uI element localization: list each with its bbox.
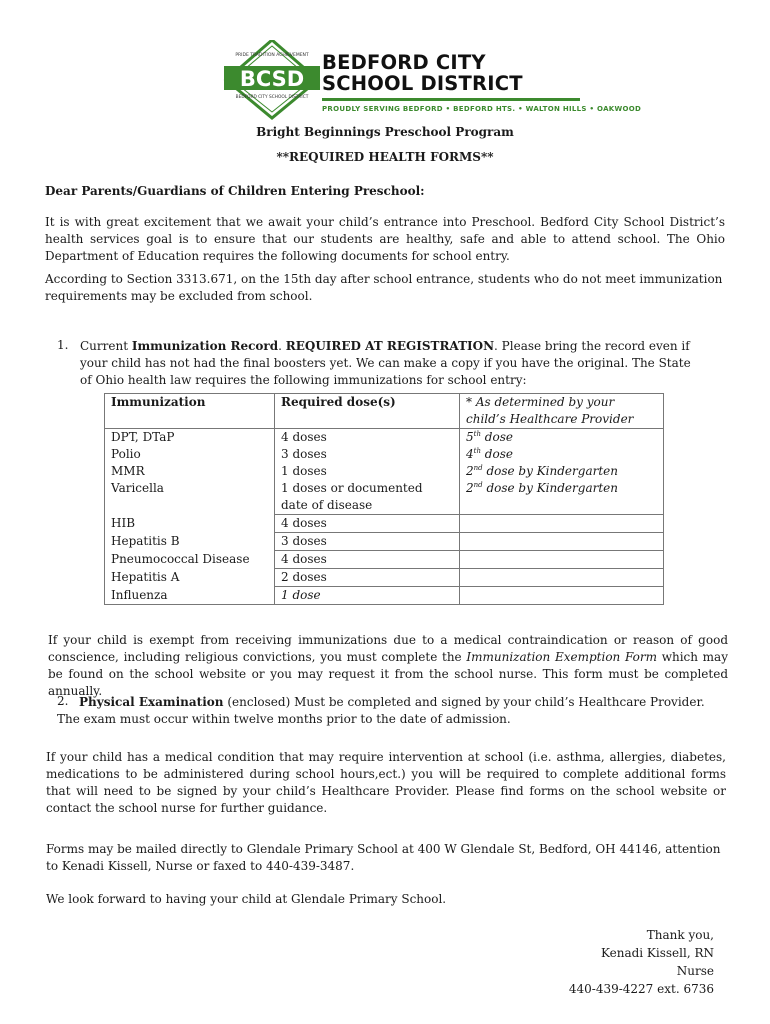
imm-dose: 1 doses or documented date of disease bbox=[281, 481, 423, 512]
imm-dose: 3 doses bbox=[281, 447, 327, 461]
exemption-form-name: Immunization Exemption Form bbox=[466, 650, 657, 664]
imm-name: Influenza bbox=[105, 587, 275, 605]
header-required-doses: Required dose(s) bbox=[275, 394, 460, 429]
signature-thanks: Thank you, bbox=[646, 928, 714, 942]
badge-top-text: PRIDE TRADITION ACHIEVEMENT bbox=[235, 53, 309, 58]
badge-bottom-text: BEDFORD CITY SCHOOL DISTRICT bbox=[235, 95, 309, 100]
imm-dose: 1 doses bbox=[281, 464, 327, 478]
table-row bbox=[105, 587, 664, 605]
mailing-paragraph: Forms may be mailed directly to Glendale Primary School at 400 W Glendale St, Bedford, OH 44146, attention to Kenadi Kissell, Nurse or faxed to 440-439-3487. bbox=[46, 842, 721, 873]
item2-number: 2. bbox=[57, 694, 69, 708]
header-immunization: Immunization bbox=[105, 394, 275, 429]
section-paragraph: According to Section 3313.671, on the 15th day after school entrance, students who do not meet immunization requirements may be excluded from school. bbox=[45, 272, 723, 303]
table-header-row bbox=[105, 394, 664, 429]
signature-block bbox=[569, 926, 714, 998]
intro-paragraph: It is with great excitement that we await your child’s entrance into Preschool. Bedford City School District’s health services goal is to ensure that our students are healthy, safe and able to attend school. The Ohio Department of Education requires the following documents for school entry. bbox=[45, 215, 725, 263]
table-row bbox=[105, 515, 664, 533]
table-row bbox=[105, 569, 664, 587]
required-label: REQUIRED AT REGISTRATION bbox=[285, 339, 495, 353]
signature-name: Kenadi Kissell, RN bbox=[600, 946, 714, 960]
district-name-line2: SCHOOL DISTRICT bbox=[322, 72, 523, 95]
badge-abbr: BCSD bbox=[239, 67, 305, 91]
exemption-paragraph: If your child is exempt from receiving immunizations due to a medical contraindication or reason of good conscience, including religious convictions, you must complete the Immunization Exemption Form which may be found on the school website or you may request it from the school nurse. This form must be completed annually. bbox=[48, 633, 728, 698]
imm-name: Polio bbox=[111, 447, 141, 461]
page-subtitle: **REQUIRED HEALTH FORMS** bbox=[276, 150, 494, 164]
page-title: Bright Beginnings Preschool Program bbox=[256, 125, 514, 139]
imm-note: 2nd dose by Kindergarten bbox=[466, 464, 618, 478]
imm-name: DPT, DTaP bbox=[111, 430, 175, 444]
greeting: Dear Parents/Guardians of Children Entering Preschool: bbox=[45, 184, 425, 198]
closing-paragraph: We look forward to having your child at Glendale Primary School. bbox=[46, 892, 447, 906]
district-tagline: PROUDLY SERVING BEDFORD • BEDFORD HTS. • WALTON HILLS • OAKWOOD bbox=[322, 105, 642, 113]
district-name bbox=[322, 52, 523, 94]
table-row bbox=[105, 551, 664, 569]
physical-exam-label: Physical Examination bbox=[79, 695, 224, 709]
imm-name: MMR bbox=[111, 464, 145, 478]
imm-note: 2nd dose by Kindergarten bbox=[466, 481, 618, 495]
imm-name: Hepatitis B bbox=[105, 533, 275, 551]
imm-dose: 1 dose bbox=[275, 587, 460, 605]
signature-phone: 440-439-4227 ext. 6736 bbox=[568, 982, 714, 996]
imm-dose: 4 doses bbox=[275, 551, 460, 569]
immunization-table bbox=[104, 393, 664, 605]
logo-divider bbox=[322, 98, 580, 101]
bcsd-badge-icon bbox=[222, 40, 322, 120]
imm-name: Pneumococcal Disease bbox=[105, 551, 275, 569]
imm-dose: 4 doses bbox=[281, 430, 327, 444]
header-healthcare-note: * As determined by your child’s Healthcare Provider bbox=[460, 394, 664, 429]
imm-name: HIB bbox=[105, 515, 275, 533]
item1-text: Current Immunization Record. REQUIRED AT REGISTRATION. Please bring the record even if your child has not had the final boosters yet. We can make a copy if you have the original. The State of Ohio health law requires the following immunizations for school entry: bbox=[80, 339, 691, 387]
immunization-record-label: Immunization Record bbox=[131, 339, 279, 353]
district-name-line1: BEDFORD CITY bbox=[322, 51, 486, 74]
imm-dose: 3 doses bbox=[275, 533, 460, 551]
imm-name: Varicella bbox=[111, 481, 164, 495]
imm-note: 4th dose bbox=[466, 447, 513, 461]
medical-paragraph: If your child has a medical condition that may require intervention at school (i.e. asthma, allergies, diabetes, medications to be administered during school hours,ect.) you will be required to complete additional forms that will need to be signed by your child’s Healthcare Provider. Please find forms on the school website or contact the school nurse for further guidance. bbox=[46, 750, 726, 815]
item1-number: 1. bbox=[57, 338, 69, 352]
imm-name: Hepatitis A bbox=[105, 569, 275, 587]
imm-note: 5th dose bbox=[466, 430, 513, 444]
imm-dose: 2 doses bbox=[275, 569, 460, 587]
signature-role: Nurse bbox=[676, 964, 714, 978]
item2-text: Physical Examination (enclosed) Must be completed and signed by your child’s Healthcare Provider. The exam must occur within twelve months prior to the date of admission. bbox=[57, 695, 705, 726]
imm-dose: 4 doses bbox=[275, 515, 460, 533]
table-row bbox=[105, 533, 664, 551]
table-row bbox=[105, 429, 664, 515]
